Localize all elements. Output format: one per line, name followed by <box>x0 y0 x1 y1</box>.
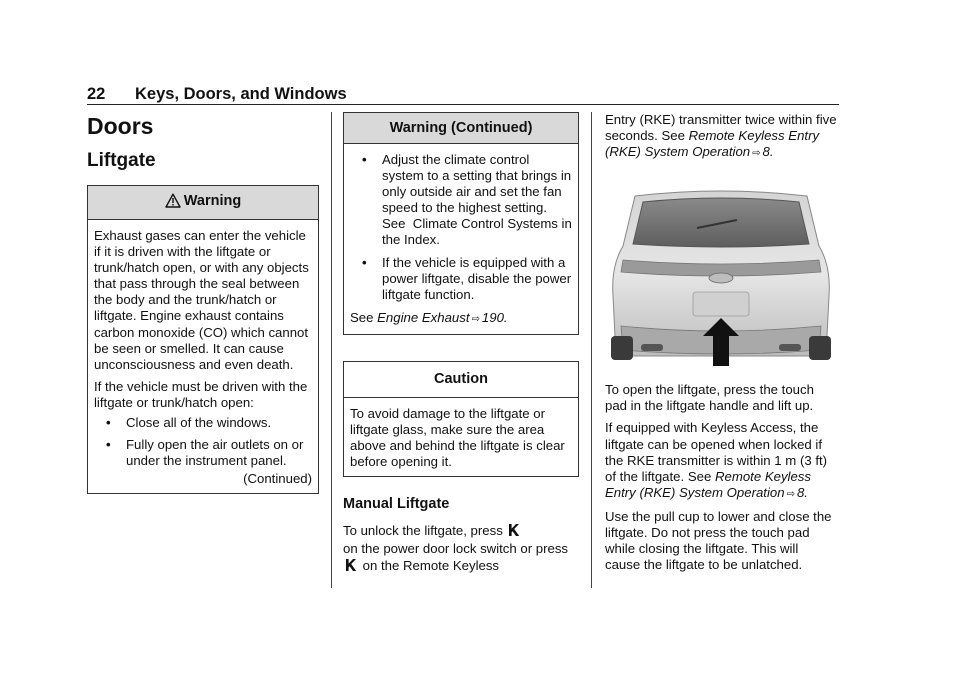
warning-continued-title: Warning (Continued) <box>344 113 578 144</box>
warning-bullet: • Fully open the air outlets on or under the instrument panel. <box>106 437 304 469</box>
keyless-access-paragraph: If equipped with Keyless Access, the liftgate can be opened when locked if the RKE transmitter is within 1 m (3 ft) of the liftgate. See Remote Keyless Entry (RKE) System Operation ⇨ 8. <box>605 420 828 500</box>
rke-paragraph: Entry (RKE) transmitter twice within five seconds. See Remote Keyless Entry (RKE) System Operation ⇨ 8. <box>605 112 837 160</box>
warning-triangle-icon <box>165 193 181 213</box>
page-ref-arrow-icon: ⇨ <box>786 488 795 500</box>
warning-bullet: • Close all of the windows. <box>106 415 272 431</box>
see-reference: See Engine Exhaust ⇨ 190. <box>350 309 508 325</box>
warning-bullet: • If the vehicle is equipped with a power liftgate, disable the power liftgate function. <box>362 254 572 302</box>
reference-link[interactable]: Remote Keyless Entry (RKE) System Operation <box>605 128 820 160</box>
unlock-key-icon <box>508 523 520 537</box>
unlock-key-icon <box>345 558 357 572</box>
page-header <box>87 84 839 104</box>
heading-liftgate: Liftgate <box>87 150 156 171</box>
warning-para-2: If the vehicle must be driven with the liftgate or trunk/hatch open: <box>94 378 308 410</box>
reference-link[interactable]: Remote Keyless Entry (RKE) System Operation <box>605 468 811 500</box>
column-3 <box>605 112 837 573</box>
column-divider-left <box>331 112 332 588</box>
unlock-paragraph: To unlock the liftgate, press on the power door lock switch or press on the Remote Keyless <box>343 523 569 574</box>
column-2 <box>343 112 579 575</box>
caution-text: To avoid damage to the liftgate or liftgate glass, make sure the area above and behind the liftgate is clear before opening it. <box>350 405 565 470</box>
liftgate-rear-photo <box>605 186 837 368</box>
page-section-title: Keys, Doors, and Windows <box>135 85 347 103</box>
warning-bullet: • Adjust the climate control system to a setting that brings in only outside air and set the fan speed to the highest setting. See Climate Control Systems in the Index. <box>362 152 572 248</box>
header-divider <box>87 104 839 105</box>
page-ref-arrow-icon: ⇨ <box>752 148 761 160</box>
open-liftgate-paragraph: To open the liftgate, press the touch pad in the liftgate handle and lift up. <box>605 382 814 414</box>
heading-doors: Doors <box>87 113 154 139</box>
warning-box-title: Warning <box>88 186 318 220</box>
close-liftgate-paragraph: Use the pull cup to lower and close the liftgate. Do not press the touch pad while closing the liftgate. This will cause the liftgate to be unlatched. <box>605 508 832 573</box>
warning-para-1: Exhaust gases can enter the vehicle if it is driven with the liftgate or trunk/hatch open, or with any objects that pass through the seal between the body and the trunk/hatch or liftgate. Engine exhaust contains carbon monoxide (CO) which cannot be seen or smelled. It can cause unconsciousness and even death. <box>94 228 309 372</box>
page-number: 22 <box>87 85 106 103</box>
warning-box <box>87 185 319 494</box>
warning-continued-box <box>343 112 579 335</box>
continued-label: (Continued) <box>243 471 312 487</box>
column-divider-right <box>591 112 592 588</box>
caution-title: Caution <box>344 362 578 398</box>
heading-manual-liftgate: Manual Liftgate <box>343 496 450 513</box>
page-ref-arrow-icon: ⇨ <box>471 313 480 325</box>
column-1 <box>87 112 319 494</box>
caution-box <box>343 361 579 477</box>
reference-link[interactable]: Engine Exhaust <box>377 309 470 325</box>
